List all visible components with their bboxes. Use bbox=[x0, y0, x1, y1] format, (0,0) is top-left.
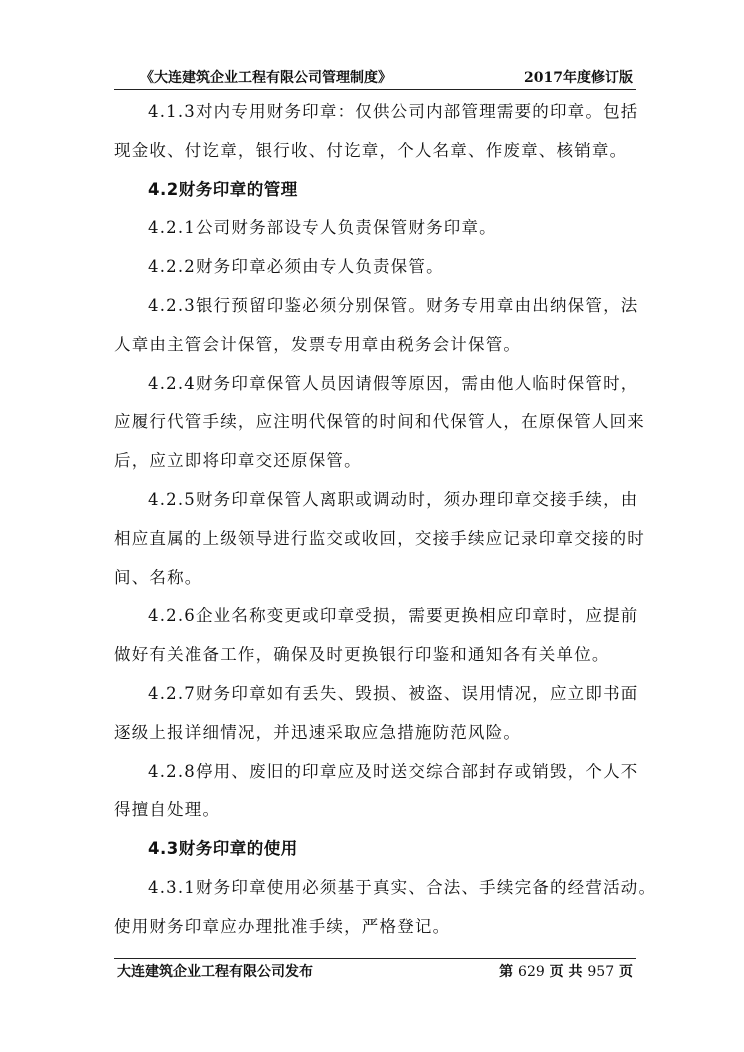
page-middle: 页 共 bbox=[549, 964, 583, 980]
paragraph-4-2-2: 4.2.2财务印章必须由专人负责保管。 bbox=[148, 257, 444, 277]
current-page: 629 bbox=[518, 964, 545, 980]
paragraph-4-2-4-line-2: 应履行代管手续，应注明代保管的时间和代保管人，在原保管人回来 bbox=[114, 412, 645, 432]
paragraph-4-2-7-line-2: 逐级上报详细情况，并迅速采取应急措施防范风险。 bbox=[114, 722, 522, 742]
paragraph-4-2-6-line-1: 4.2.6企业名称变更或印章受损，需要更换相应印章时，应提前 bbox=[148, 606, 639, 626]
header-edition: 2017年度修订版 bbox=[524, 70, 633, 86]
paragraph-4-1-3-line-1: 4.1.3对内专用财务印章：仅供公司内部管理需要的印章。包括 bbox=[148, 102, 639, 121]
page-prefix: 第 bbox=[499, 964, 514, 980]
paragraph-4-2-4-line-3: 后，应立即将印章交还原保管。 bbox=[114, 451, 362, 471]
paragraph-4-2-3-line-1: 4.2.3银行预留印鉴必须分别保管。财务专用章由出纳保管，法 bbox=[148, 295, 639, 315]
paragraph-4-2-4-line-1: 4.2.4财务印章保管人员因请假等原因，需由他人临时保管时， bbox=[148, 373, 639, 393]
paragraph-4-3-1-line-2: 使用财务印章应办理批准手续，严格登记。 bbox=[114, 916, 451, 936]
paragraph-4-2-3-line-2: 人章由主管会计保管，发票专用章由税务会计保管。 bbox=[114, 334, 522, 354]
section-heading-4-2: 4.2财务印章的管理 bbox=[148, 179, 298, 199]
paragraph-4-2-8-line-2: 得擅自处理。 bbox=[114, 800, 221, 820]
document-body bbox=[114, 93, 657, 947]
header-title: 《大连建筑企业工程有限公司管理制度》 bbox=[140, 70, 392, 86]
paragraph-4-2-5-line-3: 间、名称。 bbox=[114, 567, 203, 587]
paragraph-4-2-8-line-1: 4.2.8停用、废旧的印章应及时送交综合部封存或销毁，个人不 bbox=[148, 761, 639, 781]
paragraph-4-2-5-line-2: 相应直属的上级领导进行监交或收回，交接手续应记录印章交接的时 bbox=[114, 528, 645, 548]
paragraph-4-2-1: 4.2.1公司财务部设专人负责保管财务印章。 bbox=[148, 218, 497, 238]
footer-publisher: 大连建筑企业工程有限公司发布 bbox=[117, 964, 313, 980]
page-header bbox=[114, 64, 636, 90]
paragraph-4-2-6-line-2: 做好有关准备工作，确保及时更换银行印鉴和通知各有关单位。 bbox=[114, 645, 610, 665]
paragraph-4-3-1-line-1: 4.3.1财务印章使用必须基于真实、合法、手续完备的经营活动。 bbox=[148, 877, 657, 897]
paragraph-4-2-5-line-1: 4.2.5财务印章保管人离职或调动时，须办理印章交接手续，由 bbox=[148, 489, 639, 509]
page-number bbox=[499, 961, 633, 981]
page-suffix: 页 bbox=[619, 964, 633, 980]
total-pages: 957 bbox=[587, 964, 615, 980]
page-footer bbox=[114, 958, 636, 984]
section-heading-4-3: 4.3财务印章的使用 bbox=[148, 839, 298, 859]
paragraph-4-2-7-line-1: 4.2.7财务印章如有丢失、毁损、被盗、误用情况，应立即书面 bbox=[148, 683, 639, 703]
paragraph-4-1-3-line-2: 现金收、付讫章，银行收、付讫章，个人名章、作废章、核销章。 bbox=[114, 140, 628, 160]
